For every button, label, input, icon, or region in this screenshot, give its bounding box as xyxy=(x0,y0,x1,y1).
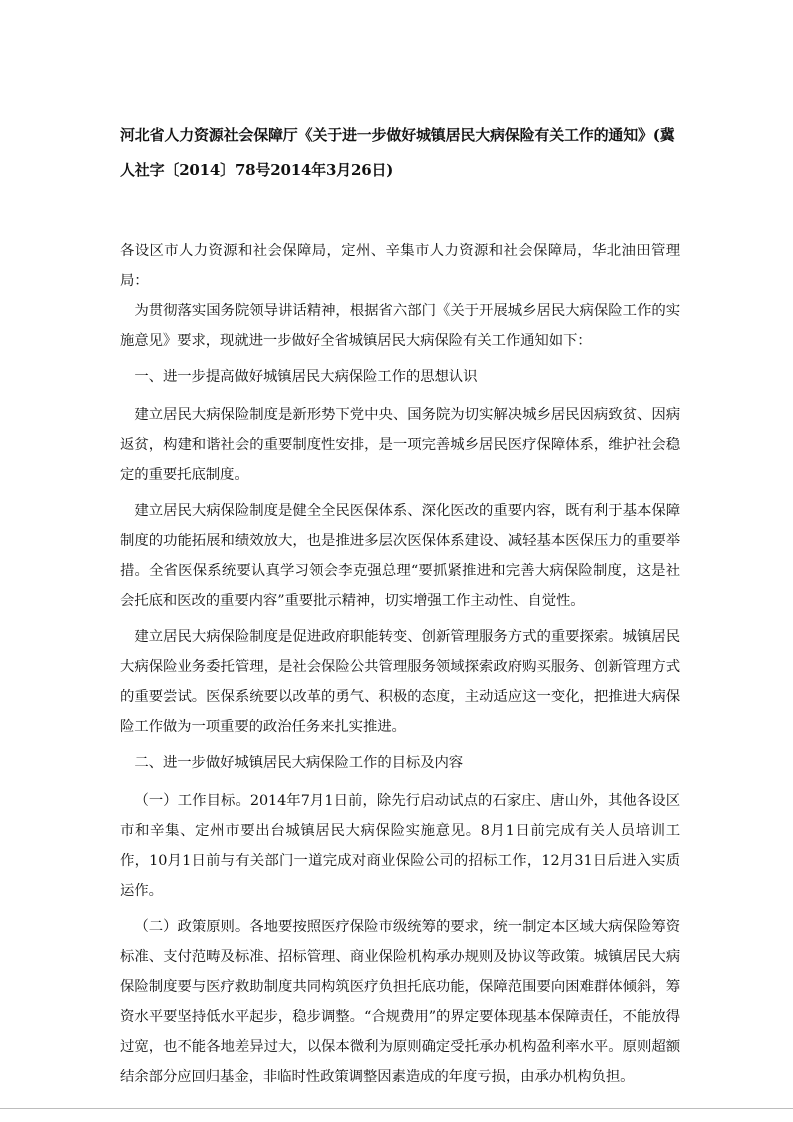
section-2-paragraph-2: （二）政策原则。各地要按照医疗保险市级统筹的要求，统一制定本区域大病保险筹资标准、支付范畴及标准、招标管理、商业保险机构承办规则及协议等政策。城镇居民大病保险制度要与医疗救助制度共同构筑医疗负担托底功能，保障范围要向困难群体倾斜，筹资水平要坚持低水平起步，稳步调整。“合规费用”的界定要体现基本保障责任，不能放得过宽，也不能各地差异过大，以保本微利为原则确定受托承办机构盈利率水平。原则超额结余部分应回归基金，非临时性政策调整因素造成的年度亏损，由承办机构负担。 xyxy=(120,919,680,1085)
section-1-paragraph-3: 建立居民大病保险制度是促进政府职能转变、创新管理服务方式的重要探索。城镇居民大病保险业务委托管理，是社会保险公共管理服务领域探索政府购买服务、创新管理方式的重要尝试。医保系统要以改革的勇气、积极的态度，主动适应这一变化，把推进大病保险工作做为一项重要的政治任务来扎实推进。 xyxy=(120,629,680,735)
section-1-paragraph-1: 建立居民大病保险制度是新形势下党中央、国务院为切实解决城乡居民因病致贫、因病返贫，构建和谐社会的重要制度性安排，是一项完善城乡居民医疗保障体系，维护社会稳定的重要托底制度。 xyxy=(120,407,680,483)
intro-paragraph: 为贯彻落实国务院领导讲话精神，根据省六部门《关于开展城乡居民大病保险工作的实施意见》要求，现就进一步做好全省城镇居民大病保险有关工作通知如下： xyxy=(120,303,680,349)
page-bottom-divider xyxy=(0,1108,793,1109)
document-title: 河北省人力资源社会保障厅《关于进一步做好城镇居民大病保险有关工作的通知》(冀人社字〔2014〕78号2014年3月26日) xyxy=(120,126,675,179)
salutation: 各设区市人力资源和社会保障局，定州、辛集市人力资源和社会保障局，华北油田管理局： xyxy=(120,243,680,289)
section-1-heading: 一、进一步提高做好城镇居民大病保险工作的思想认识 xyxy=(134,369,478,385)
document-body xyxy=(120,236,680,1092)
section-2-paragraph-1: （一）工作目标。2014年7月1日前，除先行启动试点的石家庄、唐山外，其他各设区市和辛集、定州市要出台城镇居民大病保险实施意见。8月1日前完成有关人员培训工作，10月1日前与有关部门一道完成对商业保险公司的招标工作，12月31日后进入实质运作。 xyxy=(120,793,680,899)
section-1-paragraph-2: 建立居民大病保险制度是健全全民医保体系、深化医改的重要内容，既有利于基本保障制度的功能拓展和绩效放大，也是推进多层次医保体系建设、减轻基本医保压力的重要举措。全省医保系统要认真学习领会李克强总理“要抓紧推进和完善大病保险制度，这是社会托底和医改的重要内容”重要批示精神，切实增强工作主动性、自觉性。 xyxy=(120,503,680,609)
section-2-heading: 二、进一步做好城镇居民大病保险工作的目标及内容 xyxy=(134,755,464,771)
